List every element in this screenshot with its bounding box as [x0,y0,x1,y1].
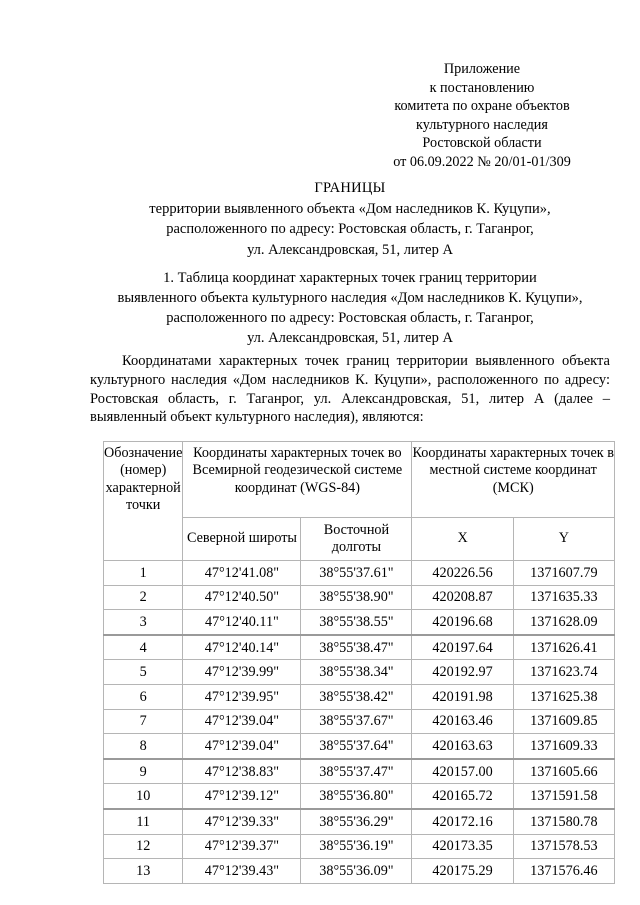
subheader-y: Y [513,518,614,561]
longitude-cell: 38°55'36.80" [301,784,412,809]
table-row [104,709,615,734]
y-coordinate-cell: 1371609.85 [513,709,614,734]
table-title-line: 1. Таблица координат характерных точек границ территории [163,270,537,286]
appendix-line: Ростовской области [422,135,542,152]
longitude-cell: 38°55'36.19" [301,834,412,859]
x-coordinate-cell: 420175.29 [412,859,513,884]
x-coordinate-cell: 420208.87 [412,585,513,610]
y-coordinate-cell: 1371605.66 [513,759,614,784]
y-coordinate-cell: 1371578.53 [513,834,614,859]
longitude-cell: 38°55'37.64" [301,734,412,759]
table-row [104,859,615,884]
x-coordinate-cell: 420197.64 [412,635,513,660]
table-title [40,268,640,348]
point-number-cell: 12 [104,834,183,859]
x-coordinate-cell: 420191.98 [412,684,513,709]
y-coordinate-cell: 1371635.33 [513,585,614,610]
table-row [104,759,615,784]
subheader-east: Восточной долготы [301,518,412,561]
subheader-north: Северной широты [183,518,301,561]
latitude-cell: 47°12'39.04" [183,734,301,759]
table-row [104,585,615,610]
latitude-cell: 47°12'40.11" [183,610,301,635]
x-coordinate-cell: 420163.46 [412,709,513,734]
table-row [104,561,615,586]
table-row [104,834,615,859]
latitude-cell: 47°12'40.50" [183,585,301,610]
longitude-cell: 38°55'37.47" [301,759,412,784]
y-coordinate-cell: 1371626.41 [513,635,614,660]
x-coordinate-cell: 420192.97 [412,660,513,685]
document-title: ГРАНИЦЫ [314,180,386,196]
table-row [104,660,615,685]
point-number-cell: 3 [104,610,183,635]
intro-paragraph [90,352,610,427]
latitude-cell: 47°12'39.37" [183,834,301,859]
longitude-cell: 38°55'37.61" [301,561,412,586]
longitude-cell: 38°55'38.90" [301,585,412,610]
point-number-cell: 1 [104,561,183,586]
latitude-cell: 47°12'39.99" [183,660,301,685]
longitude-cell: 38°55'38.42" [301,684,412,709]
latitude-cell: 47°12'41.08" [183,561,301,586]
table-header-row [104,442,615,518]
point-number-cell: 4 [104,635,183,660]
latitude-cell: 47°12'38.83" [183,759,301,784]
longitude-cell: 38°55'36.09" [301,859,412,884]
x-coordinate-cell: 420165.72 [412,784,513,809]
heading-line: расположенного по адресу: Ростовская область, г. Таганрог, [166,221,534,237]
header-designation: Обозначение (номер) характерной точки [104,442,183,561]
latitude-cell: 47°12'39.33" [183,809,301,834]
point-number-cell: 9 [104,759,183,784]
point-number-cell: 5 [104,660,183,685]
x-coordinate-cell: 420226.56 [412,561,513,586]
point-number-cell: 11 [104,809,183,834]
coordinates-table [103,441,615,884]
y-coordinate-cell: 1371607.79 [513,561,614,586]
x-coordinate-cell: 420157.00 [412,759,513,784]
longitude-cell: 38°55'36.29" [301,809,412,834]
appendix-line: Приложение [443,61,521,77]
intro-text: Координатами характерных точек границ территории выявленного объекта культурного наследия «Дом наследников К. Куцупи», расположенного по адресу: Ростовская область, г. Таганрог, ул. Александровская, 51, литер А (далее – выявленный объект культурного наследия), являются: [90,353,610,426]
table-row [104,784,615,809]
y-coordinate-cell: 1371576.46 [513,859,614,884]
appendix-block [362,60,602,172]
y-coordinate-cell: 1371609.33 [513,734,614,759]
latitude-cell: 47°12'40.14" [183,635,301,660]
x-coordinate-cell: 420172.16 [412,809,513,834]
x-coordinate-cell: 420196.68 [412,610,513,635]
document-heading [40,178,640,260]
table-title-line: расположенного по адресу: Ростовская область, г. Таганрог, [166,310,534,326]
y-coordinate-cell: 1371591.58 [513,784,614,809]
longitude-cell: 38°55'38.55" [301,610,412,635]
point-number-cell: 13 [104,859,183,884]
latitude-cell: 47°12'39.95" [183,684,301,709]
header-msk: Координаты характерных точек в местной системе координат (МСК) [412,442,615,518]
point-number-cell: 6 [104,684,183,709]
heading-line: ул. Александровская, 51, литер А [247,241,453,258]
latitude-cell: 47°12'39.04" [183,709,301,734]
latitude-cell: 47°12'39.43" [183,859,301,884]
table-title-line: выявленного объекта культурного наследия «Дом наследников К. Куцупи», [117,290,583,306]
point-number-cell: 7 [104,709,183,734]
table-row [104,684,615,709]
table-row [104,610,615,635]
point-number-cell: 10 [104,784,183,809]
heading-line: территории выявленного объекта «Дом наследников К. Куцупи», [149,200,551,217]
longitude-cell: 38°55'37.67" [301,709,412,734]
appendix-line: комитета по охране объектов [394,98,570,115]
point-number-cell: 8 [104,734,183,759]
longitude-cell: 38°55'38.47" [301,635,412,660]
y-coordinate-cell: 1371580.78 [513,809,614,834]
x-coordinate-cell: 420173.35 [412,834,513,859]
longitude-cell: 38°55'38.34" [301,660,412,685]
y-coordinate-cell: 1371628.09 [513,610,614,635]
latitude-cell: 47°12'39.12" [183,784,301,809]
y-coordinate-cell: 1371625.38 [513,684,614,709]
point-number-cell: 2 [104,585,183,610]
subheader-x: X [412,518,513,561]
y-coordinate-cell: 1371623.74 [513,660,614,685]
table-row [104,809,615,834]
table-row [104,635,615,660]
table-body [104,561,615,884]
x-coordinate-cell: 420163.63 [412,734,513,759]
table-title-line: ул. Александровская, 51, литер А [247,330,453,346]
header-wgs: Координаты характерных точек во Всемирной геодезической системе координат (WGS-84) [183,442,412,518]
appendix-line: к постановлению [429,79,535,96]
appendix-line: культурного наследия [416,116,548,133]
table-row [104,734,615,759]
appendix-line: от 06.09.2022 № 20/01-01/309 [393,153,571,170]
